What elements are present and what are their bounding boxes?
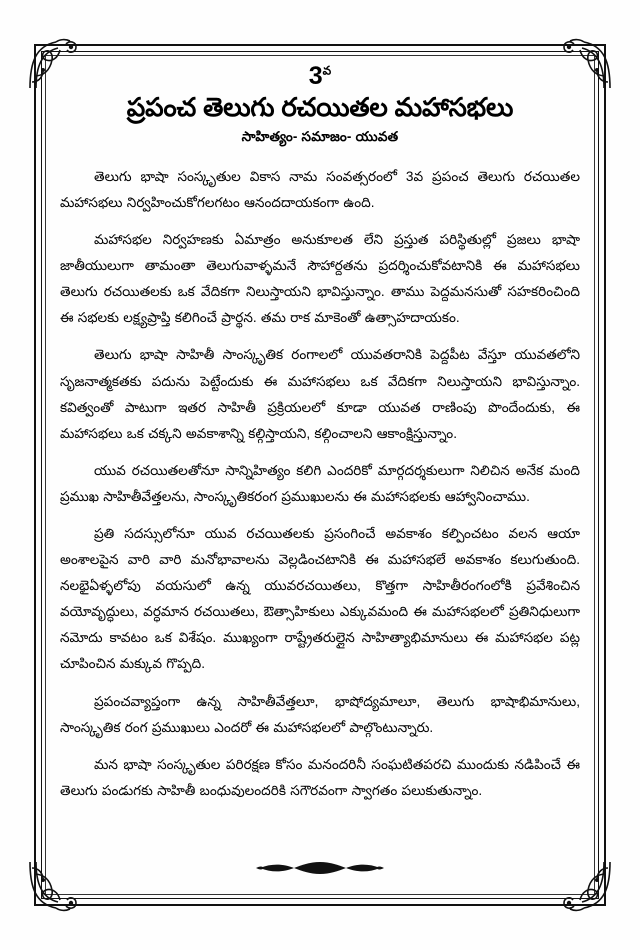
edition-number-value: 3 — [308, 62, 323, 90]
paragraph: ప్రతి సదస్సులోనూ యువ రచయితలకు ప్రసంగించే అవకాశం కల్పించటం వలన ఆయా అంశాలపైన వారి వారి మనోభావాలను వెల్లడించటానికి ఈ మహాసభలే అవకాశం కలుగుతుంది. నలభైఏళ్ళలోపు వయసులో ఉన్న యువరచయితలు, కొత్తగా సాహితీరంగంలోకి ప్రవేశించిన వయోవృద్ధులు, వర్ధమాన రచయితలు, ఔత్సాహికులు ఎక్కువమంది ఈ మహాసభలలో ప్రతినిధులుగా నమోదు కావటం ఒక విశేషం. ముఖ్యంగా రాష్ట్రేతరుల్లైన సాహిత్యాభిమానులు ఈ మహాసభల పట్ల చూపించిన మక్కువ గొప్పది. — [60, 526, 580, 672]
paragraph: తెలుగు భాషా సంస్కృతుల వికాస నామ సంవత్సరంలో 3వ ప్రపంచ తెలుగు రచయితల మహాసభలు నిర్వహించుకోగలగటం ఆనందదాయకంగా ఉంది. — [60, 168, 580, 210]
page-content — [60, 62, 580, 888]
edition-number — [60, 64, 580, 89]
title-block — [60, 64, 580, 148]
paragraph: ప్రపంచవ్యాప్తంగా ఉన్న సాహితీవేత్తలూ, భాషోద్యమాలూ, తెలుగు భాషాభిమానులు, సాంస్కృతిక రంగ ప్రముఖులు ఎందరో ఈ మహాసభలలో పాల్గొంటున్నారు. — [60, 693, 580, 735]
paragraph: తెలుగు భాషా సాహితీ సాంస్కృతిక రంగాలలో యువతరానికి పెద్దపీట వేస్తూ యువతలోని సృజనాత్మకతకు పదును పెట్టేందుకు ఈ మహాసభలు ఒక వేదికగా నిలుస్తాయని భావిస్తున్నాం. కవిత్వంతో పాటుగా ఇతర సాహితీ ప్రక్రియలలో కూడా యువత రాణింపు పొందేందుకు, ఈ మహాసభలు ఒక చక్కని అవకాశాన్ని కల్గిస్తాయని, కల్గించాలని ఆకాంక్షిస్తున్నాం. — [60, 347, 580, 441]
body-text — [60, 164, 580, 804]
page-title: ప్రపంచ తెలుగు రచయితల మహాసభలు — [126, 92, 514, 122]
paragraph: మహాసభల నిర్వహణకు ఏమాత్రం అనుకూలత లేని ప్రస్తుత పరిస్థితుల్లో ప్రజలు భాషా జాతీయులుగా తామంతా తెలుగువాళ్ళమనే సౌహార్దతను ప్రదర్శించుకోవటానికి ఈ మహాసభలు తెలుగు రచయితలకు ఒక వేదికగా నిలుస్తాయని భావిస్తున్నాం. తాము పెద్దమనసుతో సహకరించింది ఈ సభలకు లక్ష్యప్రాప్తి కలిగించే ప్రార్థన. తమ రాక మాకెంతో ఉత్సాహదాయకం. — [60, 232, 580, 326]
leaf-flourish-divider-icon — [60, 859, 580, 882]
paragraph: మన భాషా సంస్కృతుల పరిరక్షణ కోసం మనందరినీ సంఘటితపరచి ముందుకు నడిపించే ఈ తెలుగు పండుగకు సాహితీ బంధువులందరికి సగౌరవంగా స్వాగతం పలుకుతున్నాం. — [60, 756, 580, 798]
paragraph: యువ రచయితలతోనూ సాన్నిహిత్యం కలిగి ఎందరికో మార్గదర్శకులుగా నిలిచిన అనేక మంది ప్రముఖ సాహితీవేత్తలను, సాంస్కృతికరంగ ప్రముఖులను ఈ మహాసభలకు ఆహ్వానించాము. — [60, 462, 580, 504]
page-subtitle: సాహిత్యం- సమాజం- యువత — [241, 128, 399, 144]
edition-number-suffix: వ — [322, 63, 332, 78]
